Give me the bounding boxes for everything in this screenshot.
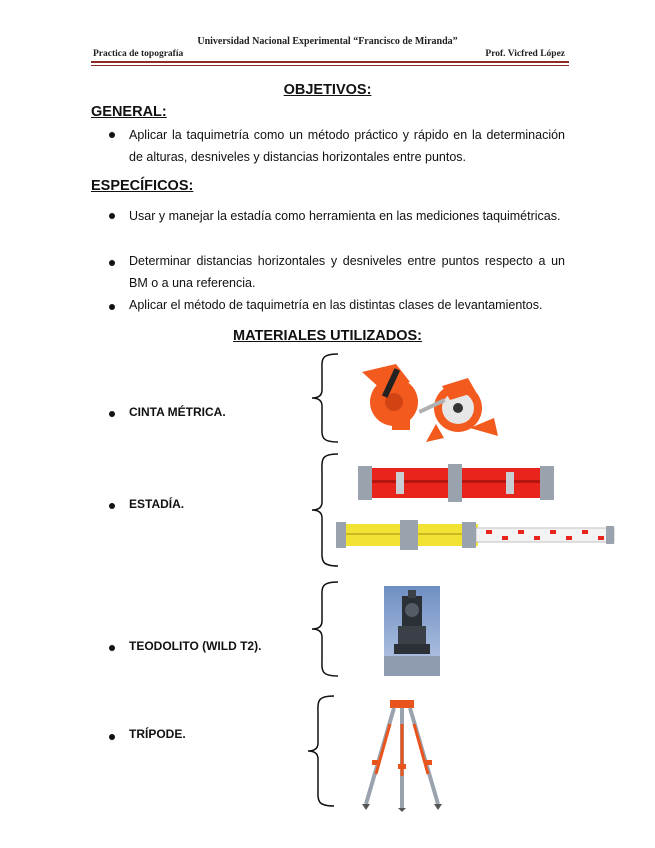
header-university: Universidad Nacional Experimental “Francisco de Miranda”: [197, 36, 458, 47]
brace-icon: [306, 694, 336, 808]
general-title: GENERAL:: [91, 104, 167, 120]
material-label-tape: CINTA MÉTRICA.: [129, 405, 226, 419]
header-rule: [91, 61, 569, 63]
bullet: [109, 503, 115, 509]
material-label-tripod: TRÍPODE.: [129, 727, 186, 741]
specific-item-1: Usar y manejar la estadía como herramienta en las mediciones taquimétricas.: [129, 209, 561, 223]
tripod-image: [360, 694, 444, 812]
bullet: [109, 213, 115, 219]
specific-item-3: Aplicar el método de taquimetría en las distintas clases de levantamientos.: [129, 298, 543, 312]
bullet: [109, 734, 115, 740]
bullet: [109, 260, 115, 266]
bullet: [109, 304, 115, 310]
header-rule-thin: [91, 65, 569, 66]
material-label-rod: ESTADÍA.: [129, 497, 185, 511]
brace-icon: [310, 580, 340, 678]
brace-icon: [310, 352, 340, 444]
measuring-tape-image: [358, 358, 508, 446]
header-professor: Prof. Vicfred López: [485, 49, 565, 59]
objectives-title: OBJETIVOS:: [283, 82, 372, 98]
leveling-rod-extended-image: [336, 518, 616, 552]
theodolite-image: [384, 586, 440, 676]
specific-title: ESPECÍFICOS:: [91, 178, 194, 194]
bullet: [109, 132, 115, 138]
bullet: [109, 645, 115, 651]
leveling-rod-folded-image: [356, 462, 556, 504]
bullet: [109, 411, 115, 417]
header-course: Practica de topografía: [93, 49, 184, 59]
specific-item-2: Determinar distancias horizontales y desniveles entre puntos respecto a un BM o a una referencia.: [129, 254, 565, 290]
material-label-theodolite: TEODOLITO (WILD T2).: [129, 639, 262, 653]
materials-title: MATERIALES UTILIZADOS:: [232, 328, 423, 344]
general-item: Aplicar la taquimetría como un método práctico y rápido en la determinación de alturas, desniveles y distancias horizontales entre puntos.: [129, 128, 565, 164]
